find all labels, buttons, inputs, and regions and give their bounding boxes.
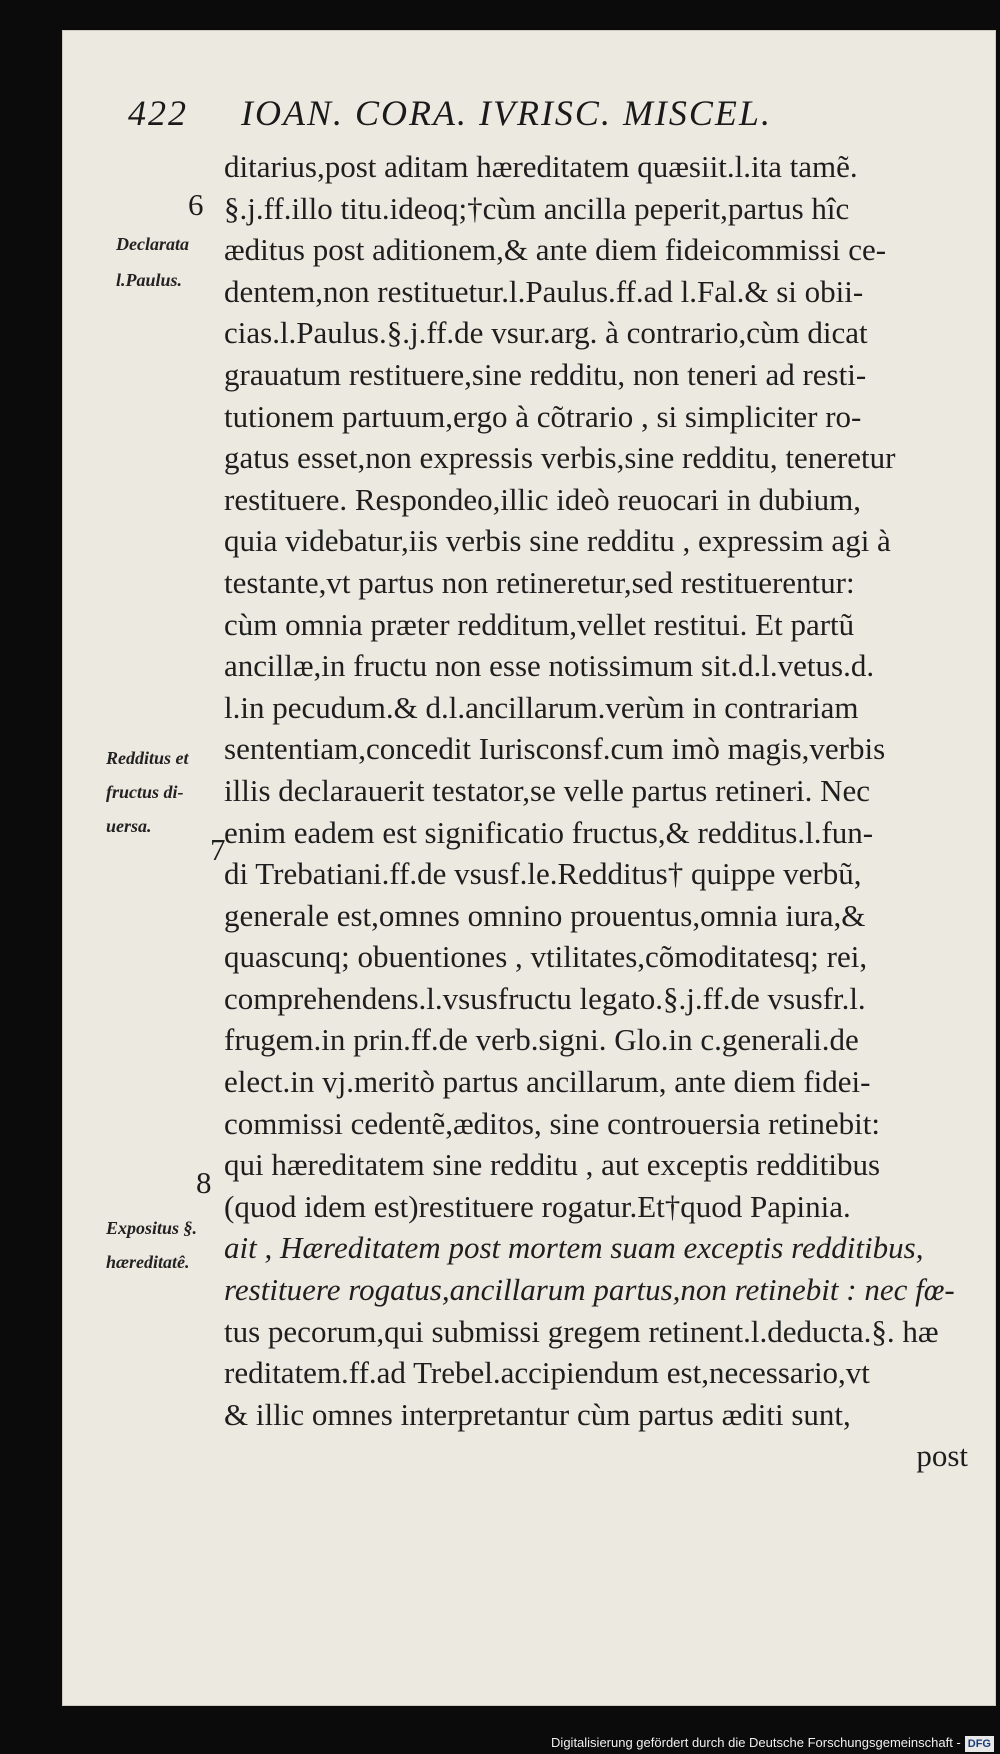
text-line: ancillæ,in fructu non esse notissimum sit.d.l.vetus.d. — [224, 648, 875, 684]
page-number: 422 — [128, 93, 188, 133]
line-number: 6 — [188, 187, 204, 222]
margin-note: Expositus §. — [106, 1218, 198, 1238]
margin-note: l.Paulus. — [116, 270, 183, 290]
margin-note: hæreditatê. — [106, 1252, 190, 1272]
text-line: tus pecorum,qui submissi gregem retinent.l.deducta.§. hæ — [224, 1313, 939, 1349]
line-number: 7 — [210, 832, 226, 867]
digitization-footer — [0, 1732, 1000, 1754]
text-line: elect.in vj.meritò partus ancillarum, ante diem fidei- — [224, 1064, 871, 1100]
text-line: sententiam,concedit Iurisconsf.cum imò magis,verbis — [224, 731, 886, 767]
text-line: restituere rogatus,ancillarum partus,non retinebit : nec fœ- — [224, 1272, 955, 1308]
catchword: post — [916, 1438, 968, 1474]
text-line: quia videbatur,iis verbis sine redditu , expressim agi à — [224, 523, 891, 559]
running-title: IOAN. CORA. IVRISC. MISCEL. — [241, 93, 772, 133]
text-line: gatus esset,non expressis verbis,sine redditu, teneretur — [224, 440, 896, 476]
text-line: ditarius,post aditam hæreditatem quæsiit.l.ita tamẽ. — [224, 149, 858, 184]
text-line: qui hæreditatem sine redditu , aut exceptis redditibus — [224, 1147, 881, 1183]
running-header — [128, 92, 908, 142]
text-line: (quod idem est)restituere rogatur.Et†quod Papinia. — [224, 1188, 851, 1224]
text-line: commissi cedentẽ,æditos, sine controuersia retinebit: — [224, 1105, 881, 1141]
text-line: quascunq; obuentiones , vtilitates,cõmoditatesq; rei, — [224, 939, 868, 975]
margin-note: Declarata — [116, 234, 189, 254]
text-line: di Trebatiani.ff.de vsusf.le.Redditus† quippe verbũ, — [224, 856, 862, 892]
text-line: enim eadem est significatio fructus,& redditus.l.fun- — [224, 814, 874, 850]
text-line: cias.l.Paulus.§.j.ff.de vsur.arg. à contrario,cùm dicat — [224, 315, 868, 351]
text-line: ait , Hæreditatem post mortem suam exceptis redditibus, — [224, 1230, 924, 1266]
text-line: comprehendens.l.vsusfructu legato.§.j.ff.de vsusfr.l. — [224, 980, 866, 1016]
text-line: l.in pecudum.& d.l.ancillarum.verùm in contrariam — [224, 689, 859, 725]
text-line: illis declarauerit testator,se velle partus retineri. Nec — [224, 772, 871, 808]
text-line: grauatum restituere,sine redditu, non teneri ad resti- — [224, 356, 867, 392]
body-text — [224, 146, 968, 1477]
margin-note: uersa. — [106, 816, 152, 836]
text-line: §.j.ff.illo titu.ideoq;†cùm ancilla peperit,partus hîc — [224, 190, 850, 226]
text-line: restituere. Respondeo,illic ideò reuocari in dubium, — [224, 481, 862, 517]
footer-credit: Digitalisierung gefördert durch die Deutsche Forschungsgemeinschaft - — [551, 1735, 961, 1750]
line-number: 8 — [196, 1165, 212, 1200]
dfg-logo: DFG — [965, 1736, 994, 1752]
text-line: æditus post aditionem,& ante diem fideicommissi ce- — [224, 232, 887, 268]
margin-note: fructus di- — [106, 782, 184, 802]
text-line: cùm omnia præter redditum,vellet restitui. Et partũ — [224, 606, 855, 642]
margin-note: Redditus et — [106, 748, 189, 768]
text-line: testante,vt partus non retineretur,sed restituerentur: — [224, 564, 855, 600]
text-line: frugem.in prin.ff.de verb.signi. Glo.in c.generali.de — [224, 1022, 859, 1058]
text-line: reditatem.ff.ad Trebel.accipiendum est,necessario,vt — [224, 1355, 870, 1391]
text-line: dentem,non restituetur.l.Paulus.ff.ad l.Fal.& si obii- — [224, 273, 864, 309]
text-line: & illic omnes interpretantur cùm partus æditi sunt, — [224, 1396, 851, 1432]
text-line: generale est,omnes omnino prouentus,omnia iura,& — [224, 897, 866, 933]
text-line: tutionem partuum,ergo à cõtrario , si simpliciter ro- — [224, 398, 862, 434]
